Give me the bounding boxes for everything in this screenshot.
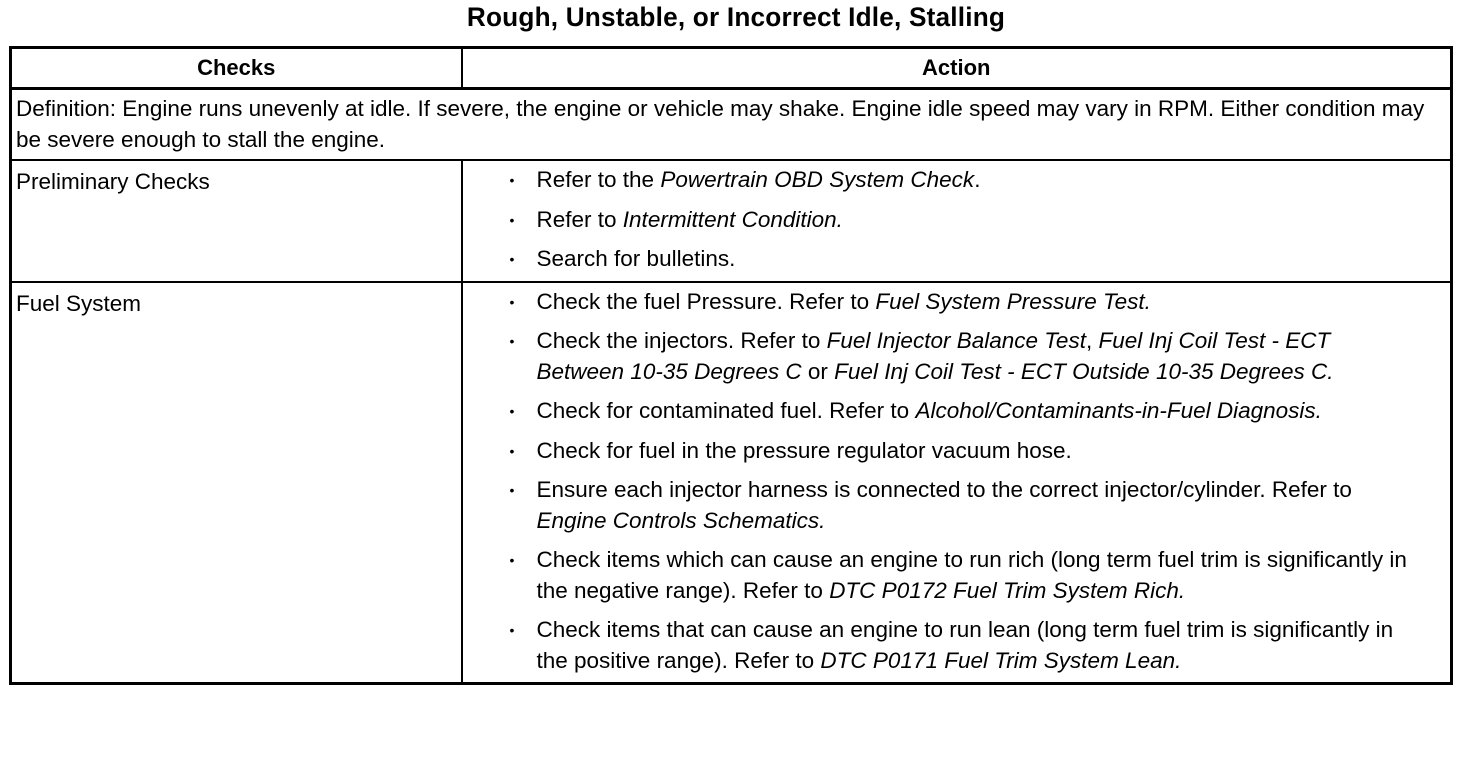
diagnostic-table — [9, 46, 1453, 685]
check-label: Preliminary Checks — [11, 160, 462, 282]
bullet-icon: • — [509, 403, 515, 419]
list-item — [463, 326, 1451, 387]
reference-link: DTC P0172 Fuel Trim System Rich. — [829, 577, 1186, 603]
reference-link: Powertrain OBD System Check — [660, 167, 975, 192]
action-cell — [462, 282, 1452, 684]
reference-link: Fuel Injector Balance Test — [826, 328, 1086, 353]
checks-column-header: Checks — [11, 48, 462, 89]
reference-link: Engine Controls Schematics. — [536, 507, 826, 533]
action-text: Ensure each injector harness is connected to the correct injector/cylinder. Refer to — [536, 477, 1352, 502]
action-list — [463, 283, 1451, 683]
bullet-icon: • — [509, 172, 515, 188]
list-item — [463, 615, 1451, 676]
bullet-icon: • — [509, 211, 515, 228]
list-item — [463, 436, 1451, 467]
action-text: Search for bulletins. — [536, 246, 736, 271]
bullet-icon: • — [509, 293, 515, 310]
action-text-tail: . — [974, 167, 981, 192]
reference-link: Fuel Inj Coil Test - ECT Between 10-35 Degrees C — [536, 328, 1331, 384]
reference-link: Fuel Inj Coil Test - ECT Outside 10-35 Degrees C. — [834, 358, 1334, 384]
list-item — [463, 287, 1451, 318]
action-text: Refer to — [536, 206, 623, 232]
action-cell — [462, 160, 1452, 282]
definition-text: Definition: Engine runs unevenly at idle. If severe, the engine or vehicle may shake. Engine idle speed may vary in RPM. Either condition may be severe enough to stall the engine. — [11, 89, 1452, 161]
list-item — [463, 396, 1451, 427]
action-text-separator: or — [801, 358, 835, 384]
page-title: Rough, Unstable, or Incorrect Idle, Stalling — [466, 2, 1006, 32]
reference-link: Intermittent Condition. — [622, 206, 843, 232]
table-row — [11, 282, 1452, 684]
list-item — [463, 475, 1451, 536]
bullet-icon: • — [509, 251, 515, 267]
table-row — [11, 160, 1452, 282]
list-item — [463, 545, 1451, 606]
action-text: Check for fuel in the pressure regulator vacuum hose. — [536, 437, 1072, 463]
bullet-icon: • — [509, 442, 515, 459]
bullet-icon: • — [509, 622, 515, 638]
reference-link: DTC P0171 Fuel Trim System Lean. — [820, 647, 1182, 673]
reference-link: Alcohol/Contaminants-in-Fuel Diagnosis. — [915, 398, 1322, 423]
action-list — [463, 161, 1451, 281]
definition-row — [11, 89, 1452, 161]
action-text-separator: , — [1085, 328, 1099, 353]
list-item — [463, 165, 1451, 196]
list-item — [463, 205, 1451, 236]
reference-link: Fuel System Pressure Test. — [875, 288, 1151, 314]
table-header-row — [11, 48, 1452, 89]
list-item — [463, 244, 1451, 275]
action-text: Check the injectors. Refer to — [536, 328, 827, 353]
action-text: Check items that can cause an engine to run lean (long term fuel trim is significantly in the positive range). Refer to — [536, 617, 1394, 673]
action-text: Check the fuel Pressure. Refer to — [536, 288, 876, 314]
action-text: Check for contaminated fuel. Refer to — [536, 398, 916, 423]
action-text: Check items which can cause an engine to run rich (long term fuel trim is significantly in the negative range). Refer to — [536, 547, 1407, 603]
bullet-icon: • — [509, 482, 515, 498]
check-label: Fuel System — [11, 282, 462, 684]
bullet-icon: • — [509, 552, 515, 568]
action-text: Refer to the — [536, 167, 661, 192]
bullet-icon: • — [509, 333, 515, 349]
action-column-header: Action — [462, 48, 1452, 89]
